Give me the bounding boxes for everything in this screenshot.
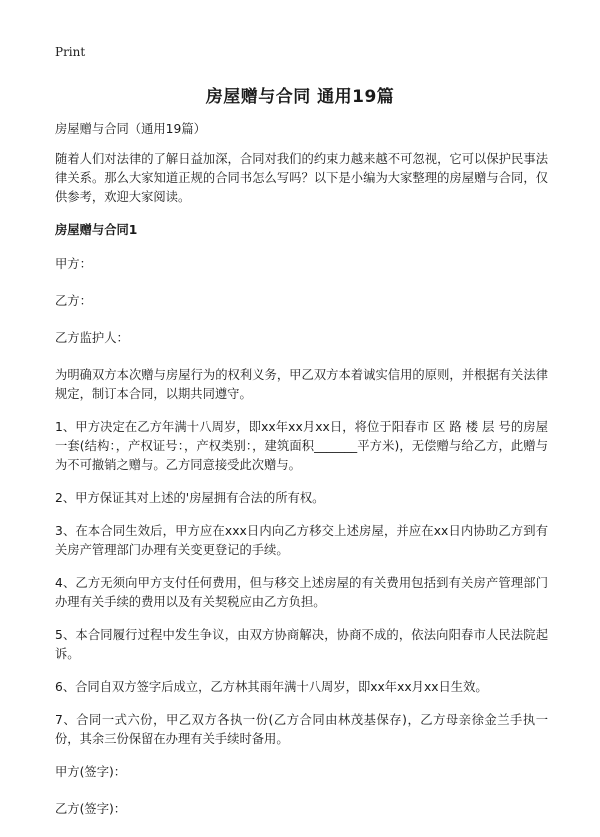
preamble-paragraph: 为明确双方本次赠与房屋行为的权利义务，甲乙双方本着诚实信用的原则，并根据有关法律规定，制订本合同，以期共同遵守。	[55, 368, 548, 401]
clause-7: 7、合同一式六份，甲乙双方各执一份(乙方合同由林茂基保存)，乙方母亲徐金兰手执一份，其余三份保留在办理有关手续时备用。	[55, 713, 548, 746]
party-b-label: 乙方：	[55, 294, 92, 308]
signature-party-a: 甲方(签字)：	[55, 765, 127, 779]
clause-4: 4、乙方无须向甲方支付任何费用，但与移交上述房屋的有关费用包括到有关房产管理部门办理有关手续的费用以及有关契税应由乙方负担。	[55, 576, 548, 609]
document-title: 房屋赠与合同 通用19篇	[205, 87, 395, 107]
intro-paragraph: 随着人们对法律的了解日益加深，合同对我们的约束力越来越不可忽视，它可以保护民事法律关系。那么大家知道正规的合同书怎么写吗？以下是小编为大家整理的房屋赠与合同，仅供参考，欢迎大家阅读。	[55, 152, 548, 204]
party-b-guardian-label: 乙方监护人：	[55, 331, 129, 345]
signature-party-b: 乙方(签字)：	[55, 802, 127, 816]
clause-3: 3、在本合同生效后，甲方应在xxx日内向乙方移交上述房屋，并应在xx日内协助乙方到有关房产管理部门办理有关变更登记的手续。	[55, 524, 548, 557]
clause-2: 2、甲方保证其对上述的'房屋拥有合法的所有权。	[55, 491, 325, 505]
section-heading: 房屋赠与合同1	[55, 223, 138, 237]
clause-5: 5、本合同履行过程中发生争议，由双方协商解决，协商不成的，依法向阳春市人民法院起诉。	[55, 628, 548, 661]
clause-6: 6、合同自双方签字后成立，乙方林其雨年满十八周岁，即xx年xx月xx日生效。	[55, 680, 488, 694]
document-subtitle: 房屋赠与合同（通用19篇）	[55, 122, 206, 136]
clause-1: 1、甲方决定在乙方年满十八周岁，即xx年xx月xx日，将位于阳春市 区 路 楼 层 号的房屋一套(结构：，产权证号：，产权类别：，建筑面积_______平方米)，无偿赠与给乙方，此赠与为不可撤销之赠与。乙方同意接受此次赠与。	[55, 420, 548, 472]
print-link[interactable]: Print	[55, 45, 86, 59]
document-body	[55, 120, 548, 837]
party-a-label: 甲方：	[55, 257, 92, 271]
